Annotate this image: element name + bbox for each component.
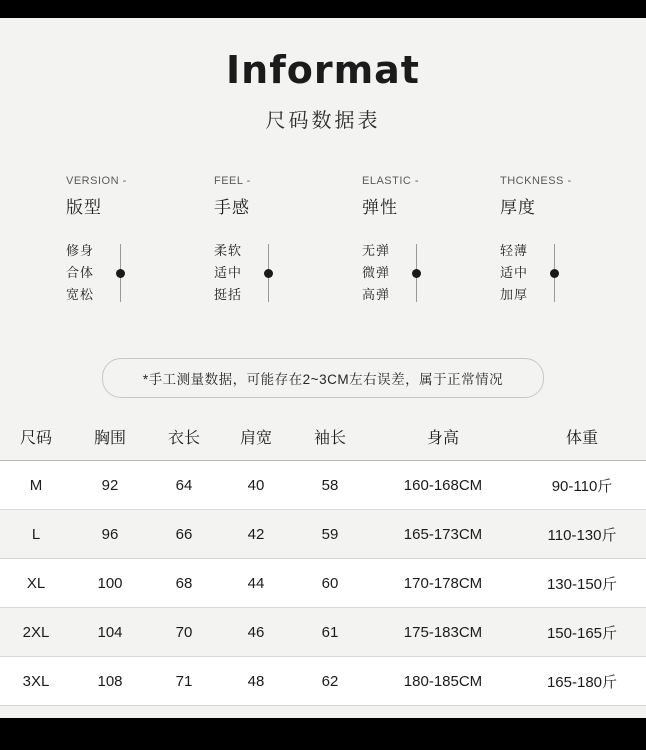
selected-dot-icon xyxy=(412,269,421,278)
attribute-column-thickness xyxy=(500,175,572,306)
option-label: 高弹 xyxy=(362,287,391,302)
cell-sleeve: 59 xyxy=(292,510,368,559)
cell-shoulder: 46 xyxy=(220,608,292,657)
size-table-head xyxy=(0,416,646,461)
measurement-note: *手工测量数据，可能存在2~3CM左右误差，属于正常情况 xyxy=(102,358,544,398)
cell-bust: 108 xyxy=(72,657,148,706)
page-title-cn: 尺码数据表 xyxy=(265,110,381,132)
cell-length: 64 xyxy=(148,461,220,510)
attribute-columns xyxy=(0,175,646,335)
option-row xyxy=(66,240,127,262)
cell-sleeve: 61 xyxy=(292,608,368,657)
option-label: 宽松 xyxy=(66,287,95,302)
cell-size: M xyxy=(0,461,72,510)
cell-shoulder: 44 xyxy=(220,559,292,608)
cell-height: 165-173CM xyxy=(368,510,518,559)
cell-height: 175-183CM xyxy=(368,608,518,657)
option-row xyxy=(362,284,419,306)
attribute-column-elastic xyxy=(362,175,419,306)
size-table xyxy=(0,416,646,706)
option-label: 柔软 xyxy=(214,243,243,258)
option-row xyxy=(66,284,127,306)
column-header-height: 身高 xyxy=(368,416,518,461)
column-header-sleeve: 袖长 xyxy=(292,416,368,461)
cell-bust: 100 xyxy=(72,559,148,608)
option-label: 轻薄 xyxy=(500,243,529,258)
option-row xyxy=(214,284,256,306)
cell-weight: 110-130斤 xyxy=(518,510,646,559)
column-header-bust: 胸围 xyxy=(72,416,148,461)
table-row xyxy=(0,657,646,706)
attribute-label-cn: 厚度 xyxy=(500,198,536,217)
attribute-options xyxy=(362,240,419,306)
table-row xyxy=(0,559,646,608)
cell-weight: 165-180斤 xyxy=(518,657,646,706)
cell-size: XL xyxy=(0,559,72,608)
cell-height: 160-168CM xyxy=(368,461,518,510)
column-header-size: 尺码 xyxy=(0,416,72,461)
cell-weight: 130-150斤 xyxy=(518,559,646,608)
size-table-wrap xyxy=(0,416,646,706)
cell-height: 170-178CM xyxy=(368,559,518,608)
cell-sleeve: 58 xyxy=(292,461,368,510)
option-label: 加厚 xyxy=(500,287,529,302)
column-header-length: 衣长 xyxy=(148,416,220,461)
selected-dot-icon xyxy=(550,269,559,278)
option-label: 修身 xyxy=(66,243,95,258)
option-label: 微弹 xyxy=(362,265,391,280)
attribute-label-en: VERSION - xyxy=(66,175,127,187)
cell-bust: 92 xyxy=(72,461,148,510)
attribute-column-feel xyxy=(214,175,256,306)
cell-size: 2XL xyxy=(0,608,72,657)
table-row xyxy=(0,608,646,657)
option-row xyxy=(214,262,256,284)
attribute-label-cn: 弹性 xyxy=(362,198,398,217)
option-label: 适中 xyxy=(214,265,243,280)
cell-length: 66 xyxy=(148,510,220,559)
attribute-label-cn: 手感 xyxy=(214,198,250,217)
option-row xyxy=(362,240,419,262)
page-title-en: Informat xyxy=(226,48,420,92)
option-row xyxy=(500,284,572,306)
cell-bust: 96 xyxy=(72,510,148,559)
attribute-column-version xyxy=(66,175,127,306)
column-header-shoulder: 肩宽 xyxy=(220,416,292,461)
cell-length: 68 xyxy=(148,559,220,608)
attribute-label-en: THCKNESS - xyxy=(500,175,572,187)
cell-height: 180-185CM xyxy=(368,657,518,706)
cell-weight: 150-165斤 xyxy=(518,608,646,657)
table-row xyxy=(0,461,646,510)
option-row xyxy=(214,240,256,262)
size-table-body xyxy=(0,461,646,706)
attribute-options xyxy=(500,240,572,306)
size-chart-sheet xyxy=(0,18,646,718)
cell-length: 70 xyxy=(148,608,220,657)
cell-bust: 104 xyxy=(72,608,148,657)
cell-shoulder: 48 xyxy=(220,657,292,706)
cell-shoulder: 40 xyxy=(220,461,292,510)
cell-shoulder: 42 xyxy=(220,510,292,559)
attribute-label-en: FEEL - xyxy=(214,175,251,187)
cell-length: 71 xyxy=(148,657,220,706)
option-label: 适中 xyxy=(500,265,529,280)
table-row xyxy=(0,510,646,559)
cell-sleeve: 62 xyxy=(292,657,368,706)
attribute-options xyxy=(214,240,256,306)
option-row xyxy=(500,262,572,284)
option-label: 无弹 xyxy=(362,243,391,258)
cell-weight: 90-110斤 xyxy=(518,461,646,510)
table-header-row xyxy=(0,416,646,461)
option-label: 合体 xyxy=(66,265,95,280)
column-header-weight: 体重 xyxy=(518,416,646,461)
attribute-label-cn: 版型 xyxy=(66,198,102,217)
option-row xyxy=(362,262,419,284)
cell-size: 3XL xyxy=(0,657,72,706)
option-row xyxy=(500,240,572,262)
option-label: 挺括 xyxy=(214,287,243,302)
attribute-options xyxy=(66,240,127,306)
selected-dot-icon xyxy=(264,269,273,278)
selected-dot-icon xyxy=(116,269,125,278)
option-row xyxy=(66,262,127,284)
cell-size: L xyxy=(0,510,72,559)
cell-sleeve: 60 xyxy=(292,559,368,608)
attribute-label-en: ELASTIC - xyxy=(362,175,420,187)
